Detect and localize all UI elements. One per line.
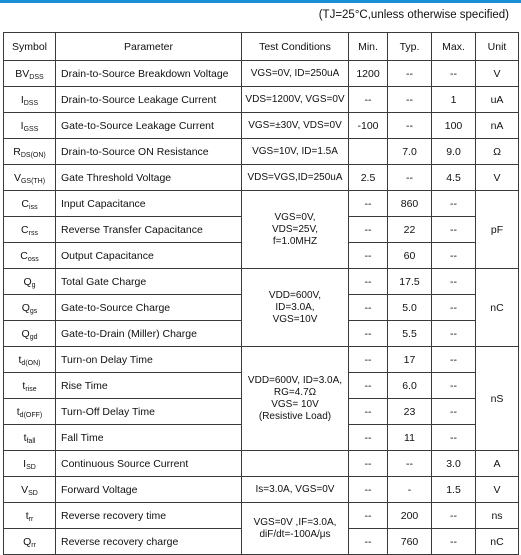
table-row (4, 477, 519, 503)
symbol-main: C (21, 197, 30, 210)
symbol-main: V (13, 171, 21, 184)
min-cell: 1200 (349, 61, 388, 87)
symbol-main: C (20, 249, 28, 262)
symbol-main: C (21, 223, 29, 236)
min-cell: -- (349, 295, 388, 321)
symbol-cell (4, 477, 56, 503)
typ-cell: 200 (388, 503, 432, 529)
table-row (4, 61, 519, 87)
condition-line: diF/dt=-100A/μs (259, 528, 331, 540)
recovery-condition-cell (242, 503, 349, 555)
condition-cell: VGS=±30V, VDS=0V (242, 113, 349, 139)
max-cell: -- (432, 295, 476, 321)
symbol-cell (4, 321, 56, 347)
max-cell: -- (432, 269, 476, 295)
min-cell: -- (349, 347, 388, 373)
symbol-cell (4, 451, 56, 477)
max-cell: -- (432, 61, 476, 87)
header-parameter: Parameter (56, 33, 242, 61)
condition-line: VDD=600V, (268, 289, 322, 301)
parameter-cell: Continuous Source Current (56, 451, 242, 477)
parameter-cell: Reverse Transfer Capacitance (56, 217, 242, 243)
symbol-subscript: rss (28, 229, 38, 237)
typ-cell: -- (388, 451, 432, 477)
symbol-subscript: gs (29, 307, 38, 315)
switching-condition-cell (242, 347, 349, 451)
symbol-cell (4, 87, 56, 113)
table-row (4, 269, 519, 295)
max-cell: 1 (432, 87, 476, 113)
min-cell: -- (349, 217, 388, 243)
condition-line: VGS=10V (272, 313, 318, 325)
max-cell: -- (432, 321, 476, 347)
symbol-subscript: SD (28, 489, 38, 497)
symbol-cell (4, 399, 56, 425)
header-typ: Typ. (388, 33, 432, 61)
symbol-cell (4, 503, 56, 529)
charge-condition-cell (242, 269, 349, 347)
parameter-cell: Gate-to-Source Charge (56, 295, 242, 321)
min-cell: -- (349, 191, 388, 217)
max-cell: -- (432, 347, 476, 373)
condition-line: VGS= 10V (271, 398, 319, 410)
symbol-main: I (20, 93, 24, 106)
symbol-main: Q (21, 301, 30, 314)
symbol-main: Q (21, 327, 30, 340)
condition-line: VGS=0V ,IF=3.0A, (253, 516, 337, 528)
max-cell: -- (432, 191, 476, 217)
parameter-cell: Turn-Off Delay Time (56, 399, 242, 425)
symbol-subscript: oss (27, 255, 39, 263)
max-cell: -- (432, 529, 476, 555)
parameter-cell: Fall Time (56, 425, 242, 451)
typ-cell: 5.5 (388, 321, 432, 347)
condition-cell (242, 451, 349, 477)
symbol-subscript: rise (25, 385, 37, 393)
header-symbol: Symbol (4, 33, 56, 61)
parameter-cell: Reverse recovery time (56, 503, 242, 529)
parameter-cell: Drain-to-Source ON Resistance (56, 139, 242, 165)
symbol-cell (4, 347, 56, 373)
min-cell: -- (349, 243, 388, 269)
symbol-cell (4, 269, 56, 295)
condition-line: ID=3.0A, (275, 301, 315, 313)
typ-cell: 17.5 (388, 269, 432, 295)
parameter-cell: Drain-to-Source Leakage Current (56, 87, 242, 113)
min-cell: -- (349, 503, 388, 529)
symbol-main: I (23, 457, 27, 470)
condition-line: (Resistive Load) (258, 410, 332, 422)
min-cell: 2.5 (349, 165, 388, 191)
condition-line: RG=4.7Ω (273, 386, 317, 398)
parameter-cell: Turn-on Delay Time (56, 347, 242, 373)
typ-cell: 7.0 (388, 139, 432, 165)
unit-cell: V (476, 477, 519, 503)
min-cell: -- (349, 451, 388, 477)
symbol-main: t (22, 379, 26, 392)
symbol-subscript: d(OFF) (19, 411, 43, 419)
typ-cell: 60 (388, 243, 432, 269)
unit-cell: nA (476, 113, 519, 139)
table-row (4, 191, 519, 217)
typ-cell: - (388, 477, 432, 503)
condition-line: VDS=25V, (271, 223, 319, 235)
parameter-cell: Input Capacitance (56, 191, 242, 217)
symbol-main: Q (23, 535, 32, 548)
symbol-cell (4, 139, 56, 165)
parameter-cell: Rise Time (56, 373, 242, 399)
min-cell: -- (349, 321, 388, 347)
typ-cell: 760 (388, 529, 432, 555)
symbol-cell (4, 529, 56, 555)
symbol-main: t (18, 353, 22, 366)
symbol-subscript: fall (26, 437, 36, 445)
symbol-subscript: rr (31, 541, 36, 549)
max-cell: 1.5 (432, 477, 476, 503)
capacitance-unit-cell: pF (476, 191, 519, 269)
min-cell: -- (349, 477, 388, 503)
table-row (4, 113, 519, 139)
unit-cell: V (476, 61, 519, 87)
condition-line: VGS=0V, (274, 211, 316, 223)
symbol-main: t (16, 405, 20, 418)
condition-line: VDD=600V, ID=3.0A, (247, 374, 343, 386)
parameter-cell: Forward Voltage (56, 477, 242, 503)
symbol-subscript: GS(TH) (20, 177, 46, 185)
symbol-cell (4, 295, 56, 321)
symbol-subscript: iss (29, 203, 38, 211)
electrical-characteristics-table (3, 32, 519, 555)
header-unit: Unit (476, 33, 519, 61)
symbol-main: V (21, 483, 29, 496)
typ-cell: 6.0 (388, 373, 432, 399)
max-cell: 9.0 (432, 139, 476, 165)
symbol-subscript: DSS (29, 73, 44, 81)
charge-unit-cell: nC (476, 269, 519, 347)
unit-cell: ns (476, 503, 519, 529)
symbol-subscript: gd (29, 333, 38, 341)
table-row (4, 347, 519, 373)
header-row (4, 33, 519, 61)
symbol-main: Q (23, 275, 32, 288)
capacitance-condition-cell (242, 191, 349, 269)
parameter-cell: Drain-to-Source Breakdown Voltage (56, 61, 242, 87)
max-cell: 4.5 (432, 165, 476, 191)
table-row (4, 139, 519, 165)
header-max: Max. (432, 33, 476, 61)
symbol-subscript: DS(ON) (20, 151, 46, 159)
min-cell (349, 139, 388, 165)
parameter-cell: Gate Threshold Voltage (56, 165, 242, 191)
table-row (4, 503, 519, 529)
parameter-cell: Reverse recovery charge (56, 529, 242, 555)
max-cell: 3.0 (432, 451, 476, 477)
condition-line: f=1.0MHZ (272, 235, 318, 247)
switching-unit-cell: nS (476, 347, 519, 451)
max-cell: -- (432, 373, 476, 399)
symbol-subscript: DSS (23, 99, 39, 107)
unit-cell: uA (476, 87, 519, 113)
symbol-main: t (25, 509, 29, 522)
parameter-cell: Total Gate Charge (56, 269, 242, 295)
symbol-subscript: rr (28, 515, 34, 523)
typ-cell: 22 (388, 217, 432, 243)
max-cell: -- (432, 399, 476, 425)
symbol-cell (4, 165, 56, 191)
min-cell: -- (349, 529, 388, 555)
symbol-main: R (13, 145, 21, 158)
typ-cell: 5.0 (388, 295, 432, 321)
min-cell: -100 (349, 113, 388, 139)
table-row (4, 87, 519, 113)
condition-cell: Is=3.0A, VGS=0V (242, 477, 349, 503)
parameter-cell: Gate-to-Drain (Miller) Charge (56, 321, 242, 347)
top-accent-bar (0, 0, 521, 3)
unit-cell: nC (476, 529, 519, 555)
symbol-main: I (20, 119, 24, 132)
typ-cell: 23 (388, 399, 432, 425)
symbol-subscript: SD (26, 463, 36, 471)
symbol-subscript: g (31, 281, 36, 289)
header-min: Min. (349, 33, 388, 61)
unit-cell: Ω (476, 139, 519, 165)
typ-cell: 860 (388, 191, 432, 217)
symbol-cell (4, 191, 56, 217)
symbol-main: BV (15, 67, 30, 80)
symbol-cell (4, 217, 56, 243)
unit-cell: V (476, 165, 519, 191)
symbol-main: t (23, 431, 27, 444)
symbol-subscript: d(ON) (21, 359, 41, 367)
parameter-cell: Gate-to-Source Leakage Current (56, 113, 242, 139)
typ-cell: 11 (388, 425, 432, 451)
symbol-cell (4, 243, 56, 269)
max-cell: -- (432, 243, 476, 269)
header-test-conditions: Test Conditions (242, 33, 349, 61)
unit-cell: A (476, 451, 519, 477)
min-cell: -- (349, 87, 388, 113)
condition-cell: VGS=0V, ID=250uA (242, 61, 349, 87)
symbol-cell (4, 113, 56, 139)
condition-cell: VDS=1200V, VGS=0V (242, 87, 349, 113)
typ-cell: -- (388, 165, 432, 191)
table-row (4, 451, 519, 477)
max-cell: -- (432, 425, 476, 451)
condition-cell: VGS=10V, ID=1.5A (242, 139, 349, 165)
symbol-cell (4, 373, 56, 399)
min-cell: -- (349, 425, 388, 451)
typ-cell: -- (388, 61, 432, 87)
min-cell: -- (349, 269, 388, 295)
max-cell: -- (432, 217, 476, 243)
table-row (4, 165, 519, 191)
parameter-cell: Output Capacitance (56, 243, 242, 269)
symbol-cell (4, 425, 56, 451)
condition-cell: VDS=VGS,ID=250uA (242, 165, 349, 191)
max-cell: 100 (432, 113, 476, 139)
min-cell: -- (349, 373, 388, 399)
typ-cell: 17 (388, 347, 432, 373)
test-condition-note: (TJ=25°C,unless otherwise specified) (318, 9, 509, 21)
typ-cell: -- (388, 87, 432, 113)
typ-cell: -- (388, 113, 432, 139)
symbol-subscript: GSS (23, 125, 39, 133)
symbol-cell (4, 61, 56, 87)
max-cell: -- (432, 503, 476, 529)
min-cell: -- (349, 399, 388, 425)
